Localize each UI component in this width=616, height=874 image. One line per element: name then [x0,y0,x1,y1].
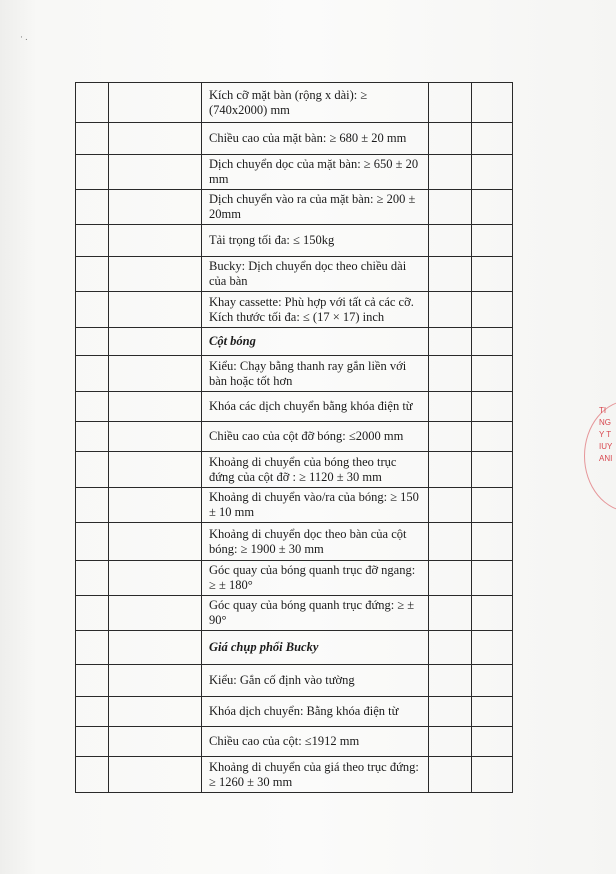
empty-cell [109,190,202,225]
stamp-line: ANI [599,454,613,463]
empty-cell [472,452,513,488]
empty-cell [109,561,202,596]
empty-cell [109,225,202,257]
empty-cell [472,292,513,328]
empty-cell [472,488,513,523]
empty-cell [429,257,472,292]
spec-description: Dịch chuyển vào ra của mặt bàn: ≥ 200 ± 20mm [202,190,429,225]
empty-cell [109,155,202,190]
table-row [76,292,513,328]
empty-cell [429,83,472,123]
empty-cell [472,561,513,596]
spec-description: Chiều cao của mặt bàn: ≥ 680 ± 20 mm [202,123,429,155]
stamp-line: TI [599,406,607,415]
section-heading: Giá chụp phổi Bucky [202,631,429,665]
table-row [76,452,513,488]
empty-cell [472,83,513,123]
table-row [76,356,513,392]
empty-cell [76,757,109,793]
empty-cell [472,596,513,631]
empty-cell [472,697,513,727]
empty-cell [472,665,513,697]
table-row [76,523,513,561]
empty-cell [109,292,202,328]
empty-cell [109,697,202,727]
empty-cell [109,123,202,155]
empty-cell [472,225,513,257]
empty-cell [472,356,513,392]
empty-cell [429,727,472,757]
spec-description: Dịch chuyển dọc của mặt bàn: ≥ 650 ± 20 mm [202,155,429,190]
spec-description: Khóa các dịch chuyển bằng khóa điện từ [202,392,429,422]
empty-cell [109,257,202,292]
section-row [76,631,513,665]
spec-description: Chiều cao của cột: ≤1912 mm [202,727,429,757]
empty-cell [429,697,472,727]
empty-cell [429,422,472,452]
table-row [76,422,513,452]
empty-cell [429,665,472,697]
empty-cell [76,257,109,292]
empty-cell [109,757,202,793]
empty-cell [76,596,109,631]
empty-cell [76,155,109,190]
stamp-line: Y T [599,430,612,439]
spec-description: Khoảng di chuyển dọc theo bàn của cột bóng: ≥ 1900 ± 30 mm [202,523,429,561]
empty-cell [76,665,109,697]
red-stamp [592,405,616,515]
empty-cell [472,155,513,190]
spec-description: Khoảng di chuyển vào/ra của bóng: ≥ 150 ± 10 mm [202,488,429,523]
empty-cell [429,356,472,392]
empty-cell [76,523,109,561]
empty-cell [76,292,109,328]
empty-cell [472,392,513,422]
spec-description: Bucky: Dịch chuyển dọc theo chiều dài của bàn [202,257,429,292]
empty-cell [76,123,109,155]
empty-cell [472,757,513,793]
table-row [76,392,513,422]
spec-description: Khóa dịch chuyển: Bằng khóa điện từ [202,697,429,727]
empty-cell [76,727,109,757]
table-row [76,561,513,596]
empty-cell [429,190,472,225]
empty-cell [76,452,109,488]
empty-cell [472,727,513,757]
empty-cell [109,488,202,523]
empty-cell [109,328,202,356]
empty-cell [76,83,109,123]
empty-cell [472,422,513,452]
empty-cell [76,225,109,257]
stamp-line: IUY [599,442,613,451]
spec-table [75,82,513,793]
empty-cell [76,422,109,452]
spec-description: Kiểu: Chạy bằng thanh ray gắn liền với bàn hoặc tốt hơn [202,356,429,392]
table-row [76,727,513,757]
empty-cell [472,123,513,155]
table-row [76,257,513,292]
empty-cell [429,328,472,356]
stamp-line: NG [599,418,611,427]
scan-speck: · . [20,32,28,42]
empty-cell [429,523,472,561]
table-row [76,123,513,155]
table-row [76,225,513,257]
spec-description: Khay cassette: Phù hợp với tất cả các cỡ. Kích thước tối đa: ≤ (17 × 17) inch [202,292,429,328]
spec-description: Khoảng di chuyển của giá theo trục đứng: ≥ 1260 ± 30 mm [202,757,429,793]
empty-cell [429,596,472,631]
empty-cell [109,665,202,697]
empty-cell [429,225,472,257]
spec-table-body [76,83,513,793]
empty-cell [472,523,513,561]
empty-cell [429,757,472,793]
empty-cell [429,452,472,488]
empty-cell [76,356,109,392]
table-row [76,155,513,190]
spec-description: Góc quay của bóng quanh trục đứng: ≥ ± 90° [202,596,429,631]
table-row [76,596,513,631]
empty-cell [109,523,202,561]
empty-cell [429,561,472,596]
section-row [76,328,513,356]
empty-cell [109,452,202,488]
spec-description: Chiều cao của cột đỡ bóng: ≤2000 mm [202,422,429,452]
empty-cell [429,292,472,328]
empty-cell [472,190,513,225]
table-row [76,697,513,727]
spec-description: Kích cỡ mặt bàn (rộng x dài): ≥ (740x2000) mm [202,83,429,123]
table-row [76,488,513,523]
empty-cell [76,488,109,523]
empty-cell [109,392,202,422]
spec-description: Khoảng di chuyển của bóng theo trục đứng của cột đỡ : ≥ 1120 ± 30 mm [202,452,429,488]
empty-cell [76,190,109,225]
empty-cell [109,631,202,665]
empty-cell [109,83,202,123]
spec-description: Kiểu: Gắn cố định vào tường [202,665,429,697]
empty-cell [76,561,109,596]
empty-cell [472,631,513,665]
table-row [76,190,513,225]
section-heading: Cột bóng [202,328,429,356]
empty-cell [109,422,202,452]
empty-cell [429,123,472,155]
empty-cell [76,697,109,727]
empty-cell [429,631,472,665]
table-row [76,665,513,697]
empty-cell [109,356,202,392]
empty-cell [429,392,472,422]
spec-description: Tải trọng tối đa: ≤ 150kg [202,225,429,257]
spec-description: Góc quay của bóng quanh trục đỡ ngang: ≥ ± 180° [202,561,429,596]
empty-cell [76,328,109,356]
empty-cell [76,631,109,665]
empty-cell [472,257,513,292]
empty-cell [429,155,472,190]
empty-cell [109,596,202,631]
empty-cell [109,727,202,757]
empty-cell [429,488,472,523]
empty-cell [76,392,109,422]
empty-cell [472,328,513,356]
table-row [76,757,513,793]
table-row [76,83,513,123]
